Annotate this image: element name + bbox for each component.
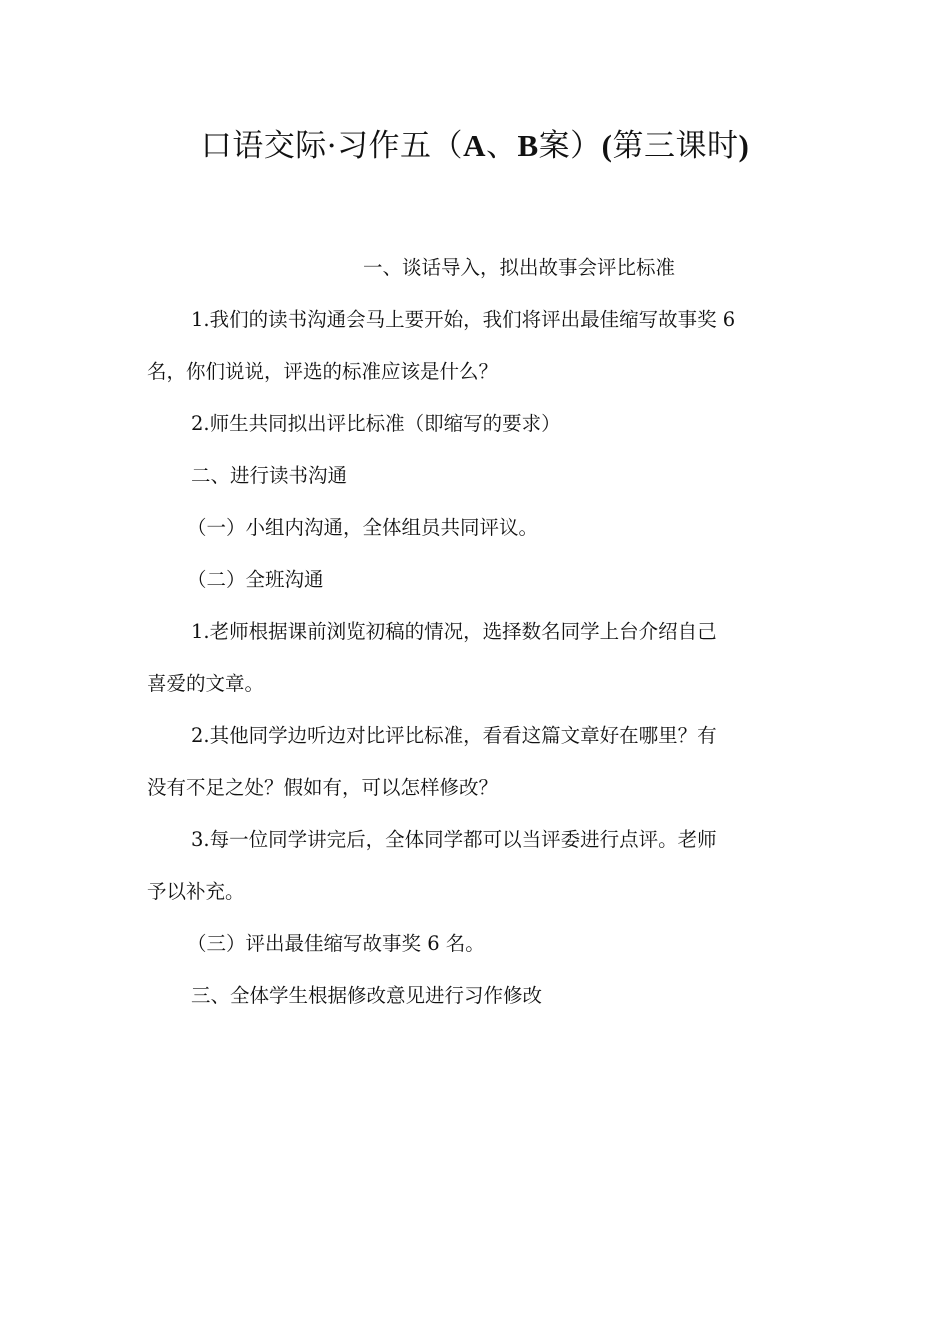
section-heading-2: 二、进行读书沟通 (191, 464, 348, 487)
document-body (147, 248, 807, 1028)
title-text-1: 口语交际·习作五（ (200, 128, 464, 164)
paragraph-line: 予以补充。 (147, 880, 245, 903)
paragraph-line: 1.我们的读书沟通会马上要开始，我们将评出最佳缩写故事奖 6 (191, 308, 736, 331)
paragraph-line: 2.其他同学边听边对比评比标准，看看这篇文章好在哪里？有 (191, 724, 717, 747)
title-text-5: 案） (538, 128, 602, 164)
section-heading-1: 一、谈话导入，拟出故事会评比标准 (363, 256, 676, 279)
title-text-2: A (463, 128, 486, 163)
paragraph-line: 3.每一位同学讲完后，全体同学都可以当评委进行点评。老师 (191, 828, 717, 851)
title-text-3: 、 (485, 128, 518, 164)
subsection-heading: （一）小组内沟通，全体组员共同评议。 (187, 516, 539, 539)
title-text-6: ( (601, 128, 613, 163)
paragraph-line: 没有不足之处？假如有，可以怎样修改？ (147, 776, 499, 799)
document-title (0, 124, 950, 168)
title-text-7: 第三课时 (612, 128, 739, 164)
paragraph-line: 名，你们说说，评选的标准应该是什么？ (147, 360, 499, 383)
section-heading-3: 三、全体学生根据修改意见进行习作修改 (191, 984, 543, 1007)
paragraph-line: 喜爱的文章。 (147, 672, 265, 695)
paragraph-line: 1.老师根据课前浏览初稿的情况，选择数名同学上台介绍自己 (191, 620, 717, 643)
title-text-4: B (517, 128, 539, 163)
subsection-heading: （三）评出最佳缩写故事奖 6 名。 (187, 932, 485, 955)
paragraph-line: 2.师生共同拟出评比标准（即缩写的要求） (191, 412, 561, 435)
title-text-8: ) (738, 128, 750, 163)
subsection-heading: （二）全班沟通 (187, 568, 324, 591)
